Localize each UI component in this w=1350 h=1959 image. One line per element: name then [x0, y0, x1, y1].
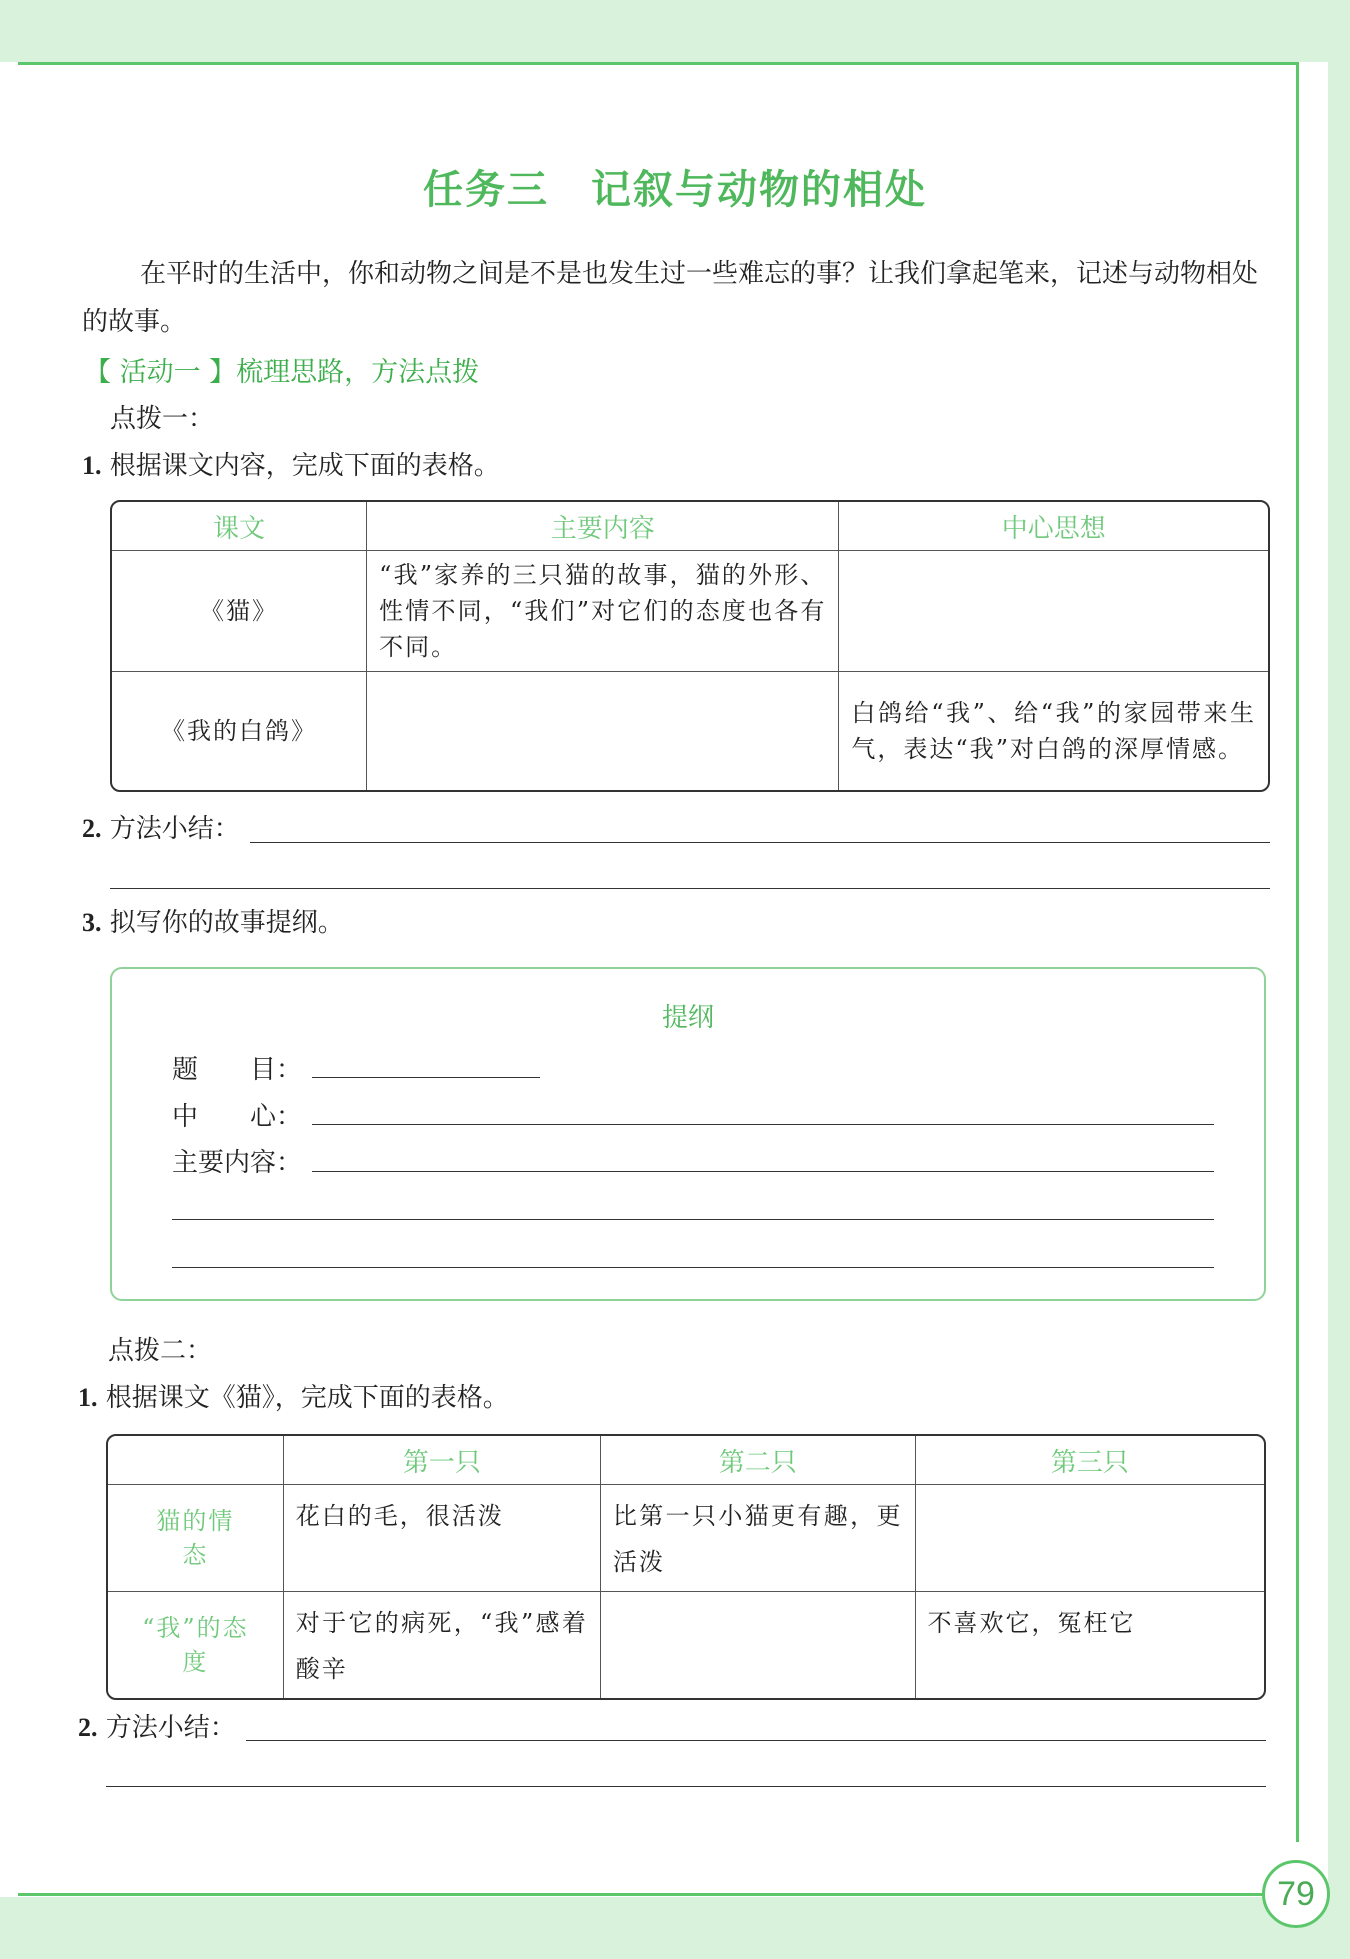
answer-line[interactable]: [250, 842, 1270, 843]
tip2-question-1: [78, 1377, 509, 1414]
col-header: 主要内容: [367, 502, 839, 551]
outline-center-label: 中 心：: [172, 1102, 303, 1132]
frame-line-top: [18, 62, 1298, 65]
frame-line-right: [1296, 62, 1299, 1842]
title-topic: 记叙与动物的相处: [591, 166, 927, 213]
tip1-question-3: [82, 902, 344, 939]
tip1-q1-number: 1.: [82, 451, 102, 480]
page-frame-right: [1328, 0, 1350, 1959]
row-title: 《我的白鸽》: [112, 672, 367, 790]
title-task: 任务三: [423, 166, 549, 213]
content-answer-line[interactable]: [172, 1267, 1214, 1268]
table-cell: 花白的毛，很活泼: [284, 1485, 601, 1592]
answer-cell[interactable]: [916, 1485, 1264, 1592]
tip1-question-1: [82, 445, 500, 482]
answer-line[interactable]: [110, 888, 1270, 889]
main-content-answer-cell[interactable]: [367, 672, 839, 790]
cat-comparison-table: [106, 1434, 1266, 1700]
page-frame-bottom: [0, 1897, 1350, 1959]
outline-content-label: 主要内容：: [172, 1148, 303, 1178]
outline-title: 提纲: [661, 1003, 714, 1033]
col-header: 第二只: [601, 1436, 916, 1485]
title-answer-line[interactable]: [312, 1077, 540, 1078]
row-title: 《猫》: [112, 551, 367, 672]
page-number: 79: [1262, 1860, 1330, 1928]
tip2-question-2: [78, 1707, 236, 1744]
tip1-q3-number: 3.: [82, 908, 102, 937]
tip1-q2-number: 2.: [82, 814, 102, 843]
row-label: “我”的态度: [108, 1592, 284, 1698]
content-answer-line[interactable]: [312, 1171, 1214, 1172]
table-row: [112, 551, 1268, 672]
col-header: 课文: [112, 502, 367, 551]
tip2-label: 点拨二：: [108, 1336, 213, 1366]
table-cell: 对于它的病死，“我”感着酸辛: [284, 1592, 601, 1698]
page-frame-top: [0, 0, 1350, 62]
activity-heading: 【 活动一 】梳理思路，方法点拨: [84, 357, 480, 388]
table-header-row: [112, 502, 1268, 551]
table-row: [108, 1485, 1264, 1592]
col-header-empty: [108, 1436, 284, 1485]
table-row: [112, 672, 1268, 790]
main-content-cell: “我”家养的三只猫的故事，猫的外形、性情不同，“我们”对它们的态度也各有不同。: [367, 551, 839, 672]
content-answer-line[interactable]: [172, 1219, 1214, 1220]
col-header: 第一只: [284, 1436, 601, 1485]
table-cell: 不喜欢它，冤枉它: [927, 1609, 1136, 1637]
frame-line-bottom: [18, 1893, 1278, 1896]
tip2-q1-number: 1.: [78, 1383, 98, 1412]
table-cell: 比第一只小猫更有趣，更活泼: [601, 1485, 916, 1592]
tip1-q1-text: 根据课文内容，完成下面的表格。: [109, 451, 500, 481]
tip1-label: 点拨一：: [110, 404, 215, 434]
theme-answer-cell[interactable]: [839, 551, 1268, 672]
tip2-q2-number: 2.: [78, 1713, 98, 1742]
col-header: 中心思想: [839, 502, 1268, 551]
col-header: 第三只: [916, 1436, 1264, 1485]
row-label: 猫的情态: [108, 1485, 284, 1592]
text-summary-table: [110, 500, 1270, 792]
answer-line[interactable]: [246, 1740, 1266, 1741]
tip1-question-2: [82, 808, 240, 845]
center-answer-line[interactable]: [312, 1124, 1214, 1125]
tip1-q3-text: 拟写你的故事提纲。: [109, 908, 344, 938]
outline-title-label: 题 目：: [172, 1055, 303, 1085]
outline-box: [110, 967, 1266, 1301]
answer-cell[interactable]: [601, 1592, 916, 1698]
table-row: [108, 1592, 1264, 1698]
tip1-q2-text: 方法小结：: [109, 814, 240, 844]
table-header-row: [108, 1436, 1264, 1485]
page-title: [0, 158, 1350, 215]
intro-paragraph: 在平时的生活中，你和动物之间是不是也发生过一些难忘的事？让我们拿起笔来，记述与动物相处的故事。: [82, 259, 1259, 337]
tip2-q2-text: 方法小结：: [105, 1713, 236, 1743]
answer-line[interactable]: [106, 1786, 1266, 1787]
theme-cell: 白鸽给“我”、给“我”的家园带来生气，表达“我”对白鸽的深厚情感。: [851, 699, 1256, 763]
tip2-q1-text: 根据课文《猫》，完成下面的表格。: [105, 1383, 509, 1413]
